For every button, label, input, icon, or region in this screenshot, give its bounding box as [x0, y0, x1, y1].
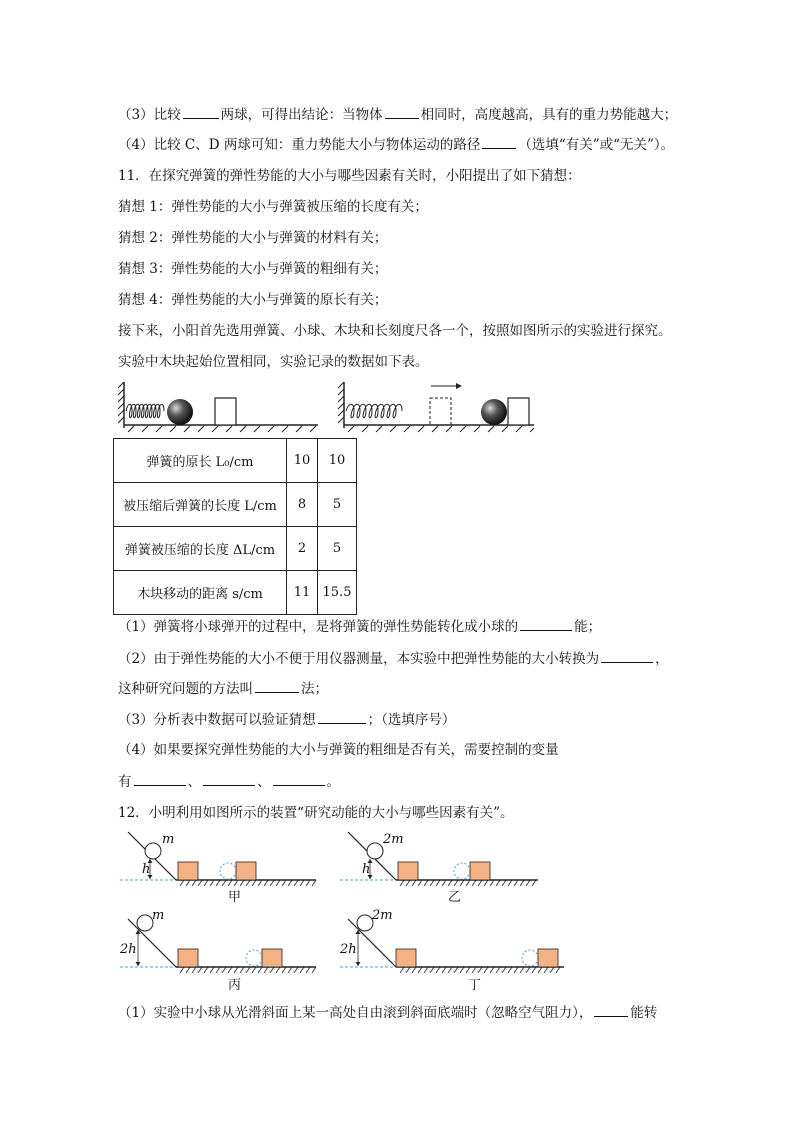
figure-caption-ding: 丁: [468, 978, 482, 993]
answer-blank[interactable]: [601, 648, 653, 663]
text: 两球，可得出结论：当物体: [220, 107, 383, 123]
q11-part1: [118, 616, 601, 637]
text: 。: [326, 774, 340, 790]
answer-blank[interactable]: [520, 616, 572, 631]
setup-ding: [340, 915, 564, 973]
answer-blank[interactable]: [134, 771, 186, 786]
q11-part4-cont: [118, 771, 340, 792]
table-cell: 弹簧被压缩的长度 ΔL/cm: [114, 527, 287, 571]
guess-2: 猜想 2：弹性势能的大小与弹簧的材料有关；: [118, 230, 388, 246]
text: （1）实验中小球从光滑斜面上某一高处自由滚到斜面底端时（忽略空气阻力），: [118, 1005, 593, 1021]
answer-blank[interactable]: [255, 678, 299, 693]
table-cell: 5: [318, 527, 357, 571]
table-row: [114, 527, 357, 571]
text: 有: [118, 774, 132, 790]
data-table: [113, 438, 357, 615]
answer-blank[interactable]: [594, 1002, 628, 1017]
height-label: h: [362, 862, 371, 877]
q11-intro: 11．在探究弹簧的弹性势能的大小与哪些因素有关时，小阳提出了如下猜想：: [118, 168, 581, 184]
mass-label: 2m: [372, 908, 393, 923]
answer-blank[interactable]: [273, 771, 325, 786]
mass-label: 2m: [383, 832, 404, 847]
figure-caption-yi: 乙: [448, 890, 462, 905]
q12-intro: 12．小明利用如图所示的装置“研究动能的大小与哪些因素有关”。: [118, 805, 514, 821]
text: 、: [187, 774, 201, 790]
text: ，: [655, 651, 669, 667]
text: 能转: [630, 1005, 658, 1021]
text: 法；: [301, 681, 328, 697]
table-cell: 弹簧的原长 L₀/cm: [114, 439, 287, 483]
table-cell: 5: [318, 483, 357, 527]
text: 能；: [574, 619, 602, 635]
q12-part1: [118, 1002, 657, 1023]
setup-yi: [340, 832, 538, 886]
table-cell: 15.5: [318, 571, 357, 615]
kinetic-energy-figure: [118, 826, 578, 982]
text: 、: [257, 774, 271, 790]
procedure-line-2: 实验中木块起始位置相同，实验记录的数据如下表。: [118, 354, 429, 370]
answer-blank[interactable]: [482, 134, 516, 149]
table-cell: 木块移动的距离 s/cm: [114, 571, 287, 615]
mass-label: m: [162, 832, 175, 847]
answer-blank[interactable]: [183, 104, 219, 119]
procedure-line-1: 接下来，小阳首先选用弹簧、小球、木块和长刻度尺各一个，按照如图所示的实验进行探究。: [118, 323, 672, 339]
setup-released: [338, 382, 534, 432]
text: （2）由于弹性势能的大小不便于用仪器测量，本实验中把弹性势能的大小转换为: [118, 651, 600, 667]
setup-jia: [120, 832, 316, 886]
setup-bing: [120, 915, 316, 973]
text: （选填“有关”或“无关”）。: [518, 137, 675, 153]
text: ；（选填序号）: [367, 712, 456, 728]
table-row: [114, 439, 357, 483]
table-row: [114, 483, 357, 527]
q11-part2-cont: [118, 678, 328, 699]
answer-blank[interactable]: [318, 709, 366, 724]
text: （3）比较: [118, 107, 181, 123]
q10-part4: [118, 134, 674, 155]
table-cell: 10: [287, 439, 318, 483]
q11-part3: [118, 709, 455, 730]
q11-part4: （4）如果要探究弹性势能的大小与弹簧的粗细是否有关，需要控制的变量: [118, 742, 559, 758]
text: 这种研究问题的方法叫: [118, 681, 253, 697]
text: （3）分析表中数据可以验证猜想: [118, 712, 316, 728]
figure-caption-jia: 甲: [228, 890, 242, 905]
guess-1: 猜想 1：弹性势能的大小与弹簧被压缩的长度有关；: [118, 199, 428, 215]
q10-part3: [118, 104, 677, 125]
guess-4: 猜想 4：弹性势能的大小与弹簧的原长有关；: [118, 292, 388, 308]
mass-label: m: [152, 908, 165, 923]
setup-compressed: [118, 382, 318, 432]
height-label: 2h: [120, 942, 137, 957]
spring-experiment-figure: [118, 378, 538, 438]
table-cell: 2: [287, 527, 318, 571]
text: （4）比较 C、D 两球可知：重力势能大小与物体运动的路径: [118, 137, 481, 153]
answer-blank[interactable]: [385, 104, 419, 119]
q11-part2: [118, 648, 669, 669]
table-cell: 10: [318, 439, 357, 483]
text: 相同时，高度越高，具有的重力势能越大；: [420, 107, 678, 123]
table-row: [114, 571, 357, 615]
guess-3: 猜想 3：弹性势能的大小与弹簧的粗细有关；: [118, 261, 388, 277]
table-cell: 11: [287, 571, 318, 615]
height-label: h: [142, 862, 151, 877]
height-label: 2h: [340, 942, 357, 957]
table-cell: 被压缩后弹簧的长度 L/cm: [114, 483, 287, 527]
text: （1）弹簧将小球弹开的过程中，是将弹簧的弹性势能转化成小球的: [118, 619, 519, 635]
table-cell: 8: [287, 483, 318, 527]
answer-blank[interactable]: [203, 771, 255, 786]
figure-caption-bing: 丙: [228, 978, 242, 993]
